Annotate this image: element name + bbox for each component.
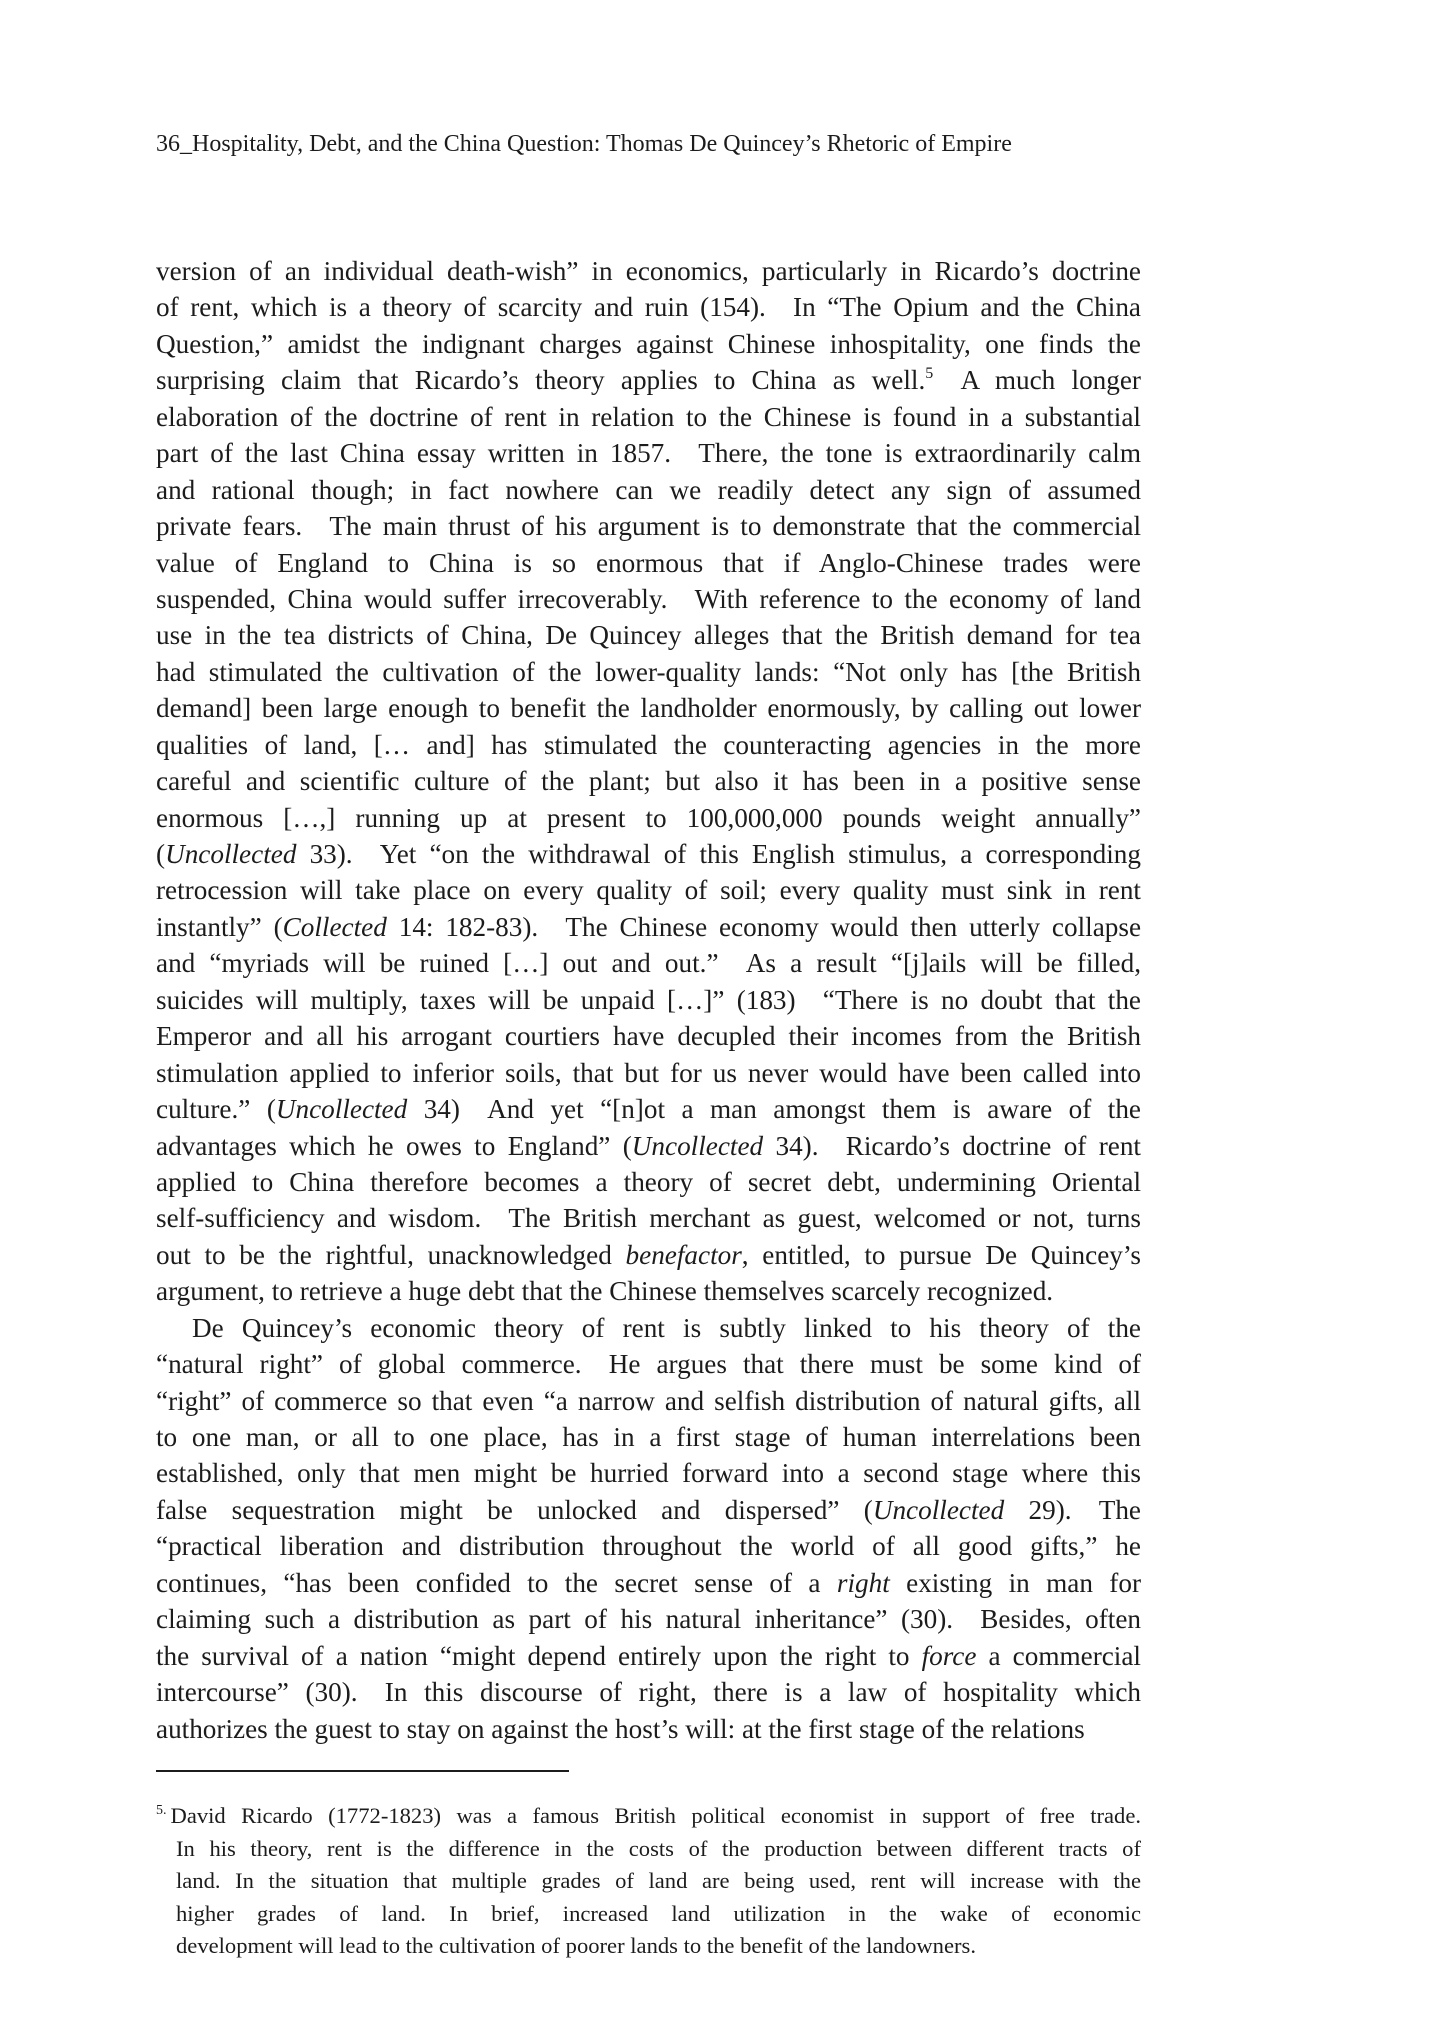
footnote-marker: 5.: [156, 1803, 167, 1818]
text-run: and rational though; in fact nowhere can we readily detect any sign of assumed: [156, 474, 1141, 505]
text-line: [156, 362, 1141, 398]
footnote-text: In his theory, rent is the difference in the costs of the production between different tracts of: [176, 1835, 1141, 1861]
text-run: intercourse” (30). In this discourse of right, there is a law of hospitality which: [156, 1677, 1141, 1708]
text-line: [156, 1237, 1141, 1273]
text-run: value of England to China is so enormous that if Anglo-Chinese trades were: [156, 547, 1141, 578]
text-run: surprising claim that Ricardo’s theory applies to China as well.: [156, 365, 926, 396]
italic-text: Collected: [282, 911, 387, 942]
text-line: [156, 690, 1141, 726]
text-run: self-sufficiency and wisdom. The British merchant as guest, welcomed or not, turns: [156, 1203, 1141, 1234]
text-run: culture.” (: [156, 1094, 276, 1125]
text-line: [156, 1419, 1141, 1455]
text-run: demand] been large enough to benefit the landholder enormously, by calling out lower: [156, 693, 1141, 724]
text-line: [156, 1601, 1141, 1637]
text-run: qualities of land, [… and] has stimulated the counteracting agencies in the more: [156, 729, 1141, 760]
text-run: argument, to retrieve a huge debt that the Chinese themselves scarcely recognized.: [156, 1276, 1054, 1307]
text-run: Emperor and all his arrogant courtiers have decupled their incomes from the British: [156, 1021, 1141, 1052]
text-line: [156, 1128, 1141, 1164]
text-run: A much longer: [933, 365, 1141, 396]
text-run: continues, “has been confided to the secret sense of a: [156, 1567, 837, 1598]
text-run: “right” of commerce so that even “a narrow and selfish distribution of natural gifts, all: [156, 1385, 1141, 1416]
text-run: to one man, or all to one place, has in a first stage of human interrelations been: [156, 1422, 1141, 1452]
text-run: elaboration of the doctrine of rent in relation to the Chinese is found in a substantial: [156, 401, 1141, 432]
text-run: careful and scientific culture of the plant; but also it has been in a positive sense: [156, 766, 1141, 797]
text-line: [156, 253, 1141, 289]
text-run: of rent, which is a theory of scarcity and ruin (154). In “The Opium and the China: [156, 292, 1141, 323]
text-run: suicides will multiply, taxes will be unpaid […]” (183) “There is no doubt that the: [156, 984, 1141, 1015]
footnote: [156, 1800, 1141, 1963]
text-run: and “myriads will be ruined […] out and out.” As a result “[j]ails will be filled,: [156, 948, 1141, 979]
footnote-text: higher grades of land. In brief, increased land utilization in the wake of economic: [176, 1900, 1141, 1926]
text-line: [156, 472, 1141, 508]
text-line: [156, 581, 1141, 617]
text-line: [156, 763, 1141, 799]
text-line: [156, 508, 1141, 544]
text-line: [156, 1346, 1141, 1382]
text-run: enormous […,] running up at present to 100,000,000 pounds weight annually”: [156, 802, 1141, 833]
text-run: (: [156, 839, 166, 869]
text-run: “natural right” of global commerce. He argues that there must be some kind of: [156, 1349, 1141, 1380]
text-run: suspended, China would suffer irrecoverably. With reference to the economy of land: [156, 583, 1141, 614]
text-line: [156, 909, 1141, 945]
text-line: [156, 1091, 1141, 1127]
text-line: [156, 399, 1141, 435]
text-line: [156, 1200, 1141, 1236]
text-run: existing in man for: [889, 1567, 1142, 1598]
text-run: 34). Ricardo’s doctrine of rent: [763, 1130, 1141, 1161]
text-line: [156, 1055, 1141, 1091]
text-run: part of the last China essay written in 1857. There, the tone is extraordinarily calm: [156, 438, 1141, 469]
text-line: [156, 326, 1141, 362]
text-line: [156, 1492, 1141, 1528]
text-line: [156, 1528, 1141, 1564]
italic-text: benefactor: [625, 1239, 742, 1270]
footnote-text: David Ricardo (1772-1823) was a famous British political economist in support of free trade.: [170, 1803, 1141, 1828]
italic-text: Uncollected: [165, 839, 297, 869]
text-line: [156, 1018, 1141, 1054]
text-run: applied to China therefore becomes a theory of secret debt, undermining Oriental: [156, 1166, 1141, 1197]
text-run: false sequestration might be unlocked and dispersed” (: [156, 1494, 873, 1525]
text-run: “practical liberation and distribution throughout the world of all good gifts,” he: [156, 1531, 1141, 1562]
text-run: established, only that men might be hurried forward into a second stage where this: [156, 1458, 1141, 1489]
text-run: a commercial: [976, 1640, 1141, 1671]
text-run: retrocession will take place on every quality of soil; every quality must sink in rent: [156, 875, 1141, 906]
text-line: [156, 1711, 1141, 1747]
text-run: , entitled, to pursue De Quincey’s: [741, 1239, 1141, 1270]
text-run: De Quincey’s economic theory of rent is subtly linked to his theory of the: [192, 1312, 1141, 1343]
text-line: [156, 800, 1141, 836]
italic-text: force: [921, 1640, 977, 1671]
text-line: [156, 545, 1141, 581]
italic-text: Uncollected: [275, 1094, 408, 1125]
text-run: Question,” amidst the indignant charges against Chinese inhospitality, one finds the: [156, 328, 1141, 359]
text-run: stimulation applied to inferior soils, that but for us never would have been called into: [156, 1057, 1141, 1088]
footnote-line: [156, 1865, 1141, 1898]
footnote-line: [156, 1800, 1141, 1833]
text-line: [156, 289, 1141, 325]
text-line: [156, 617, 1141, 653]
text-run: 29). The: [1004, 1494, 1141, 1525]
text-run: instantly” (: [156, 911, 283, 942]
running-head: 36_Hospitality, Debt, and the China Question: Thomas De Quincey’s Rhetoric of Empire: [156, 131, 1012, 157]
text-run: 14: 182-83). The Chinese economy would then utterly collapse: [386, 911, 1142, 942]
footnote-line: [156, 1930, 1141, 1963]
text-run: claiming such a distribution as part of his natural inheritance” (30). Besides, often: [156, 1604, 1141, 1635]
text-line: [156, 945, 1141, 981]
text-run: had stimulated the cultivation of the lower-quality lands: “Not only has [the British: [156, 656, 1141, 687]
text-run: version of an individual death-wish” in economics, particularly in Ricardo’s doctrine: [156, 256, 1141, 286]
text-run: 33). Yet “on the withdrawal of this English stimulus, a corresponding: [296, 839, 1141, 869]
footnote-divider: [156, 1770, 569, 1772]
text-line: [156, 727, 1141, 763]
text-line: [156, 1383, 1141, 1419]
text-run: private fears. The main thrust of his argument is to demonstrate that the commercial: [156, 511, 1141, 542]
footnote-line: [156, 1833, 1141, 1866]
footnote-reference: 5: [925, 365, 934, 383]
text-line: [156, 1674, 1141, 1710]
text-line: [156, 1455, 1141, 1491]
text-line: [156, 1638, 1141, 1674]
text-line: [156, 1273, 1141, 1309]
text-line: [156, 872, 1141, 908]
text-line: [156, 1164, 1141, 1200]
text-run: advantages which he owes to England” (: [156, 1130, 632, 1161]
text-line: [156, 836, 1141, 872]
footnote-line: [156, 1898, 1141, 1931]
text-line: [156, 1310, 1141, 1346]
text-run: the survival of a nation “might depend entirely upon the right to: [156, 1640, 922, 1671]
italic-text: Uncollected: [872, 1494, 1005, 1525]
text-run: use in the tea districts of China, De Quincey alleges that the British demand for tea: [156, 620, 1141, 651]
text-line: [156, 982, 1141, 1018]
italic-text: right: [836, 1567, 890, 1598]
body-text: [156, 253, 1141, 1747]
text-line: [156, 435, 1141, 471]
footnote-text: land. In the situation that multiple grades of land are being used, rent will increase with the: [176, 1868, 1141, 1894]
text-run: out to be the rightful, unacknowledged: [156, 1239, 626, 1270]
text-line: [156, 654, 1141, 690]
italic-text: Uncollected: [631, 1130, 764, 1161]
footnote-text: development will lead to the cultivation of poorer lands to the benefit of the landowners.: [176, 1933, 976, 1959]
text-run: 34) And yet “[n]ot a man amongst them is aware of the: [407, 1094, 1141, 1125]
text-run: authorizes the guest to stay on against the host’s will: at the first stage of the relations: [156, 1713, 1085, 1744]
text-line: [156, 1565, 1141, 1601]
